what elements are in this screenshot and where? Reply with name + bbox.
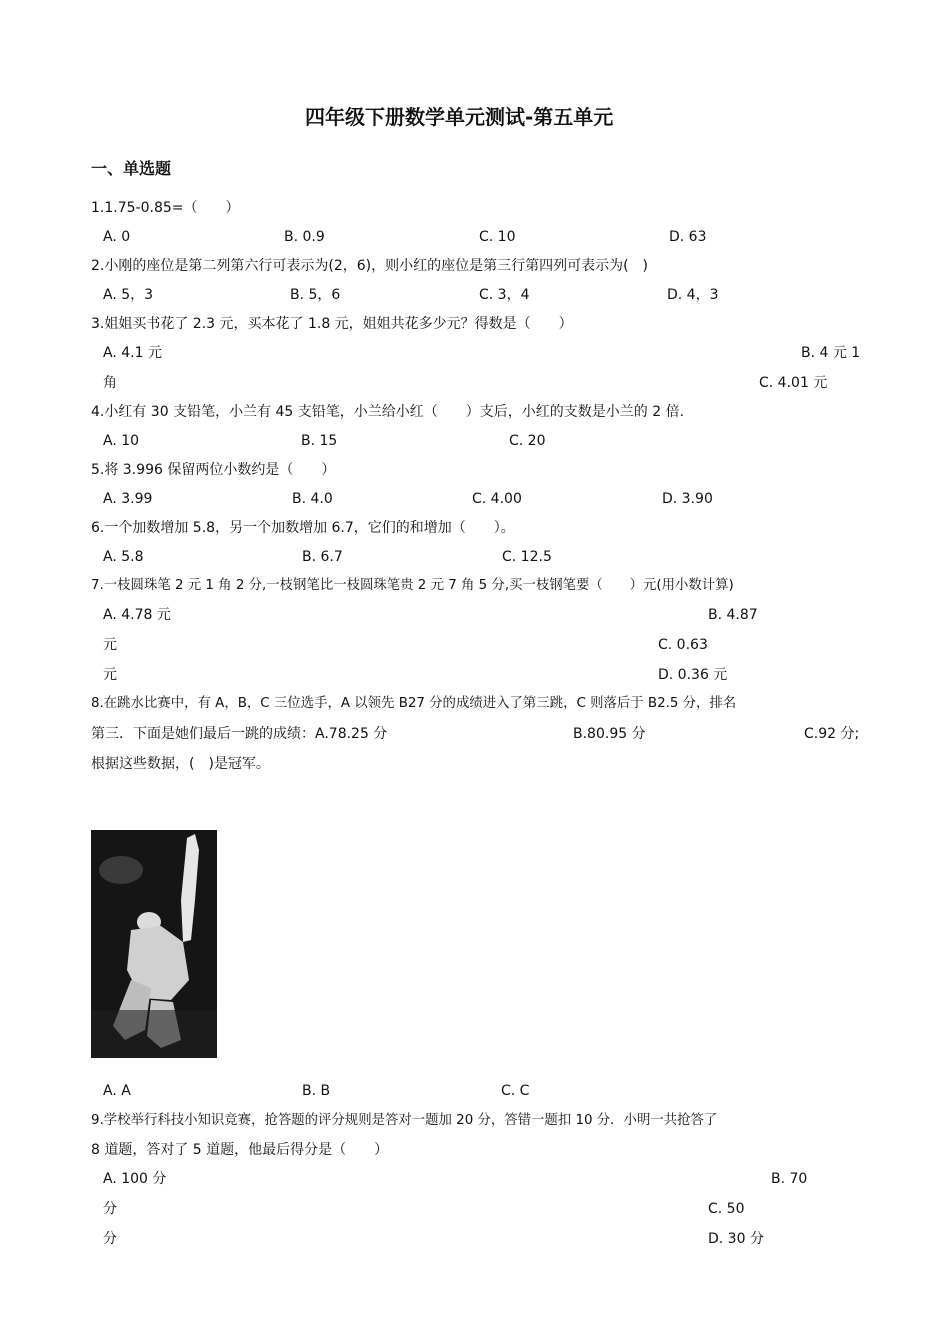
q1-option-c[interactable]: C. 10 xyxy=(479,229,516,245)
q7-option-a[interactable]: A. 4.78 元 xyxy=(103,607,171,623)
question-1-stem: 1.1.75-0.85=（ ） xyxy=(91,200,240,216)
q9-option-c[interactable]: C. 50 xyxy=(708,1201,745,1217)
question-7-stem: 7.一枝圆珠笔 2 元 1 角 2 分,一枝钢笔比一枝圆珠笔贵 2 元 7 角 5 分,买一枝钢笔要（ ）元(用小数计算) xyxy=(91,578,734,593)
q4-option-a[interactable]: A. 10 xyxy=(103,433,140,449)
question-4-stem: 4.小红有 30 支铅笔，小兰有 45 支铅笔，小兰给小红（ ）支后，小红的支数是小兰的 2 倍. xyxy=(91,404,685,420)
q7-option-b[interactable]: B. 4.87 xyxy=(708,607,758,623)
question-5-stem: 5.将 3.996 保留两位小数约是（ ） xyxy=(91,462,336,478)
q3-option-b[interactable]: B. 4 元 1 xyxy=(801,345,861,361)
q3-option-a[interactable]: A. 4.1 元 xyxy=(103,345,162,361)
section-heading: 一、单选题 xyxy=(91,159,172,178)
q8-option-c[interactable]: C. C xyxy=(501,1083,530,1099)
q5-option-c[interactable]: C. 4.00 xyxy=(472,491,522,507)
q2-option-c[interactable]: C. 3，4 xyxy=(479,287,530,303)
q9-option-d[interactable]: D. 30 分 xyxy=(708,1231,764,1247)
question-8-score-c: C.92 分; xyxy=(804,726,860,742)
q1-option-b[interactable]: B. 0.9 xyxy=(284,229,325,245)
question-8-stem-line-2: 第三．下面是她们最后一跳的成绩：A.78.25 分 xyxy=(91,726,388,742)
question-8-stem-line-3: 根据这些数据，( )是冠军。 xyxy=(91,756,270,772)
q9-option-a[interactable]: A. 100 分 xyxy=(103,1171,167,1187)
q9-option-b[interactable]: B. 70 xyxy=(771,1171,808,1187)
page-title: 四年级下册数学单元测试-第五单元 xyxy=(305,105,614,129)
q6-option-a[interactable]: A. 5.8 xyxy=(103,549,144,565)
q8-option-b[interactable]: B. B xyxy=(302,1083,331,1099)
q9-option-b-unit: 分 xyxy=(103,1201,117,1217)
question-9-stem-line-1: 9.学校举行科技小知识竞赛，抢答题的评分规则是答对一题加 20 分，答错一题扣 10 分．小明一共抢答了 xyxy=(91,1113,718,1128)
question-2-stem: 2.小刚的座位是第二列第六行可表示为(2，6)，则小红的座位是第三行第四列可表示为( ) xyxy=(91,258,649,274)
question-8-score-b: B.80.95 分 xyxy=(573,726,646,742)
q4-option-b[interactable]: B. 15 xyxy=(301,433,338,449)
q3-option-b-continued: 角 xyxy=(103,375,117,391)
q2-option-d[interactable]: D. 4，3 xyxy=(667,287,719,303)
q7-option-b-unit: 元 xyxy=(103,637,117,653)
q7-option-c[interactable]: C. 0.63 xyxy=(658,637,708,653)
q6-option-b[interactable]: B. 6.7 xyxy=(302,549,343,565)
q2-option-a[interactable]: A. 5，3 xyxy=(103,287,154,303)
q5-option-a[interactable]: A. 3.99 xyxy=(103,491,153,507)
question-8-stem-line-1: 8.在跳水比赛中，有 A，B，C 三位选手，A 以领先 B27 分的成绩进入了第三跳，C 则落后于 B2.5 分，排名 xyxy=(91,696,737,711)
q9-option-c-unit: 分 xyxy=(103,1231,117,1247)
q1-option-d[interactable]: D. 63 xyxy=(669,229,707,245)
question-6-stem: 6.一个加数增加 5.8，另一个加数增加 6.7，它们的和增加（ ）。 xyxy=(91,520,515,536)
q2-option-b[interactable]: B. 5，6 xyxy=(290,287,341,303)
q5-option-d[interactable]: D. 3.90 xyxy=(662,491,713,507)
q7-option-c-unit: 元 xyxy=(103,667,117,683)
q3-option-c[interactable]: C. 4.01 元 xyxy=(759,375,828,391)
q1-option-a[interactable]: A. 0 xyxy=(103,229,131,245)
diver-silhouette-icon xyxy=(91,830,217,1058)
q4-option-c[interactable]: C. 20 xyxy=(509,433,546,449)
q7-option-d[interactable]: D. 0.36 元 xyxy=(658,667,728,683)
q8-option-a[interactable]: A. A xyxy=(103,1083,131,1099)
question-9-stem-line-2: 8 道题，答对了 5 道题，他最后得分是（ ） xyxy=(91,1142,389,1158)
diver-photo xyxy=(91,830,217,1058)
q5-option-b[interactable]: B. 4.0 xyxy=(292,491,333,507)
q6-option-c[interactable]: C. 12.5 xyxy=(502,549,552,565)
question-3-stem: 3.姐姐买书花了 2.3 元，买本花了 1.8 元，姐姐共花多少元？得数是（ ） xyxy=(91,316,573,332)
